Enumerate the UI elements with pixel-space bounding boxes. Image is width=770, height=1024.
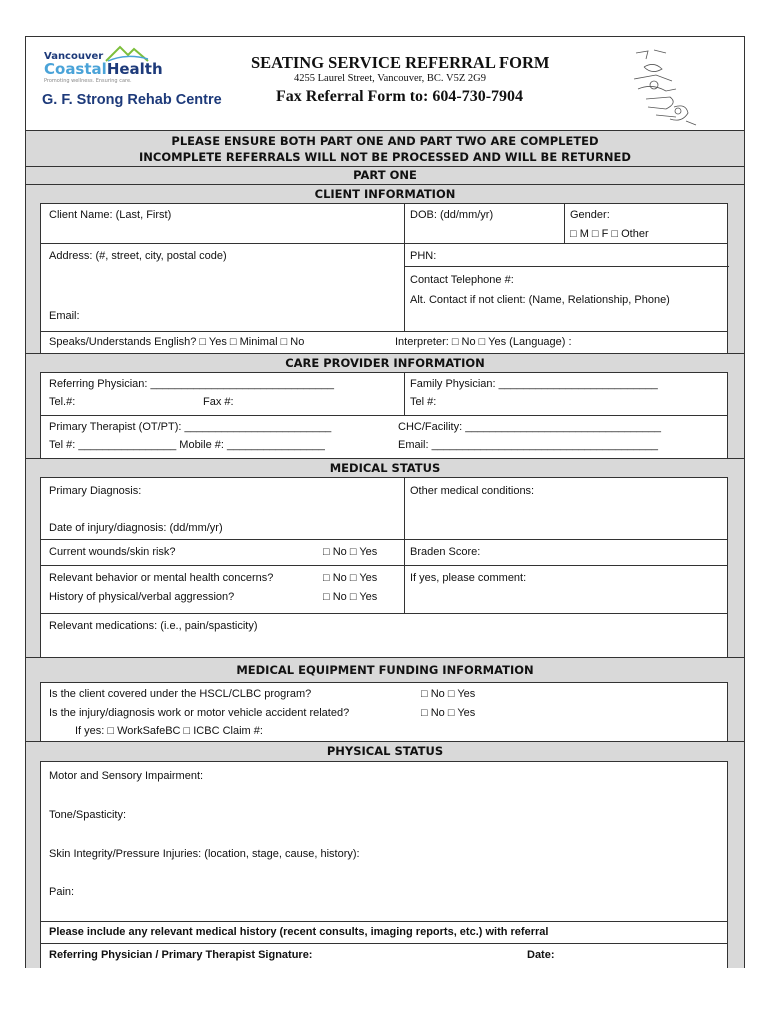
gender-label: Gender:	[570, 209, 610, 221]
wounds-label: Current wounds/skin risk?	[49, 546, 176, 558]
behavior-label: Relevant behavior or mental health concerns?	[49, 572, 274, 584]
funding-row	[40, 682, 728, 741]
accident-label: Is the injury/diagnosis work or motor vehicle accident related?	[49, 707, 350, 719]
medical-status-heading: MEDICAL STATUS	[26, 458, 744, 477]
referring-tel-field[interactable]: Tel.#:	[49, 396, 76, 408]
notice-banner: PLEASE ENSURE BOTH PART ONE AND PART TWO ARE COMPLETED INCOMPLETE REFERRALS WILL NOT BE PROCESSED AND WILL BE RETURNED	[26, 130, 744, 166]
care-row-1	[40, 372, 728, 415]
logo-tagline: Promoting wellness. Ensuring care.	[44, 78, 132, 84]
contact-telephone-field[interactable]: Contact Telephone #:	[410, 274, 514, 286]
if-yes-comment-field[interactable]: If yes, please comment:	[410, 572, 527, 584]
client-row-2	[40, 243, 728, 331]
stamp-graphic	[626, 45, 701, 129]
signature-row	[40, 943, 728, 968]
family-tel-field[interactable]: Tel #:	[410, 396, 437, 408]
therapist-tel-field[interactable]: Tel #: ________________ Mobile #: ________________	[49, 439, 325, 451]
aggression-label: History of physical/verbal aggression?	[49, 591, 235, 603]
client-info-heading: CLIENT INFORMATION	[26, 184, 744, 203]
interpreter-options[interactable]: Interpreter: □ No □ Yes (Language) :	[395, 336, 572, 348]
centre-name: G. F. Strong Rehab Centre	[42, 92, 222, 108]
part-one-heading: PART ONE	[26, 166, 744, 184]
hscl-label: Is the client covered under the HSCL/CLBC program?	[49, 688, 312, 700]
medical-row-2	[40, 539, 728, 565]
medical-row-3	[40, 565, 728, 613]
referring-physician-field[interactable]: Referring Physician: ______________________________	[49, 378, 335, 390]
gender-options[interactable]: □ M □ F □ Other	[570, 228, 649, 240]
logo-vancouver: Vancouver	[44, 51, 104, 62]
medications-field[interactable]: Relevant medications: (i.e., pain/spasticity)	[49, 620, 258, 632]
english-options[interactable]: Speaks/Understands English? □ Yes □ Minimal □ No	[49, 336, 305, 348]
form-address: 4255 Laurel Street, Vancouver, BC. V5Z 2G9	[294, 73, 486, 84]
primary-diagnosis-field[interactable]: Primary Diagnosis:	[49, 485, 142, 497]
client-row-3	[40, 331, 728, 353]
chc-facility-field[interactable]: CHC/Facility: ________________________________	[398, 421, 661, 433]
aggression-options[interactable]: □ No □ Yes	[323, 591, 378, 603]
family-physician-field[interactable]: Family Physician: __________________________	[410, 378, 658, 390]
care-row-2	[40, 415, 728, 458]
skin-integrity-field[interactable]: Skin Integrity/Pressure Injuries: (location, stage, cause, history):	[49, 848, 360, 860]
email-field[interactable]: Email:	[49, 310, 80, 322]
pain-field[interactable]: Pain:	[49, 886, 75, 898]
tone-spasticity-field[interactable]: Tone/Spasticity:	[49, 809, 127, 821]
medical-row-1	[40, 477, 728, 539]
claim-options[interactable]: If yes: □ WorkSafeBC □ ICBC Claim #:	[75, 725, 263, 737]
primary-therapist-field[interactable]: Primary Therapist (OT/PT): ________________________	[49, 421, 332, 433]
motor-sensory-field[interactable]: Motor and Sensory Impairment:	[49, 770, 204, 782]
physical-row	[40, 761, 728, 921]
form-title: SEATING SERVICE REFERRAL FORM	[251, 53, 550, 72]
logo-coastal-health: CoastalHealth	[44, 60, 163, 78]
dob-field[interactable]: DOB: (dd/mm/yr)	[410, 209, 494, 221]
therapist-email-field[interactable]: Email: _____________________________________	[398, 439, 658, 451]
referral-form	[25, 36, 745, 968]
physical-status-heading: PHYSICAL STATUS	[26, 741, 744, 761]
signature-field[interactable]: Referring Physician / Primary Therapist Signature:	[49, 949, 313, 961]
address-field[interactable]: Address: (#, street, city, postal code)	[49, 250, 227, 262]
referring-fax-field[interactable]: Fax #:	[203, 396, 234, 408]
medical-row-4	[40, 613, 728, 657]
accident-options[interactable]: □ No □ Yes	[421, 707, 476, 719]
phn-field[interactable]: PHN:	[410, 250, 437, 262]
funding-heading: MEDICAL EQUIPMENT FUNDING INFORMATION	[26, 657, 744, 682]
fax-number: Fax Referral Form to: 604-730-7904	[276, 88, 524, 105]
behavior-options[interactable]: □ No □ Yes	[323, 572, 378, 584]
wounds-options[interactable]: □ No □ Yes	[323, 546, 378, 558]
date-injury-field[interactable]: Date of injury/diagnosis: (dd/mm/yr)	[49, 522, 223, 534]
client-name-field[interactable]: Client Name: (Last, First)	[49, 209, 172, 221]
hscl-options[interactable]: □ No □ Yes	[421, 688, 476, 700]
alt-contact-field[interactable]: Alt. Contact if not client: (Name, Relationship, Phone)	[410, 294, 670, 306]
history-row	[40, 921, 728, 943]
client-row-1	[40, 203, 728, 243]
date-field[interactable]: Date:	[527, 949, 555, 961]
history-note: Please include any relevant medical history (recent consults, imaging reports, etc.) with referral	[49, 926, 549, 938]
care-provider-heading: CARE PROVIDER INFORMATION	[26, 353, 744, 372]
other-conditions-field[interactable]: Other medical conditions:	[410, 485, 535, 497]
braden-score-field[interactable]: Braden Score:	[410, 546, 481, 558]
